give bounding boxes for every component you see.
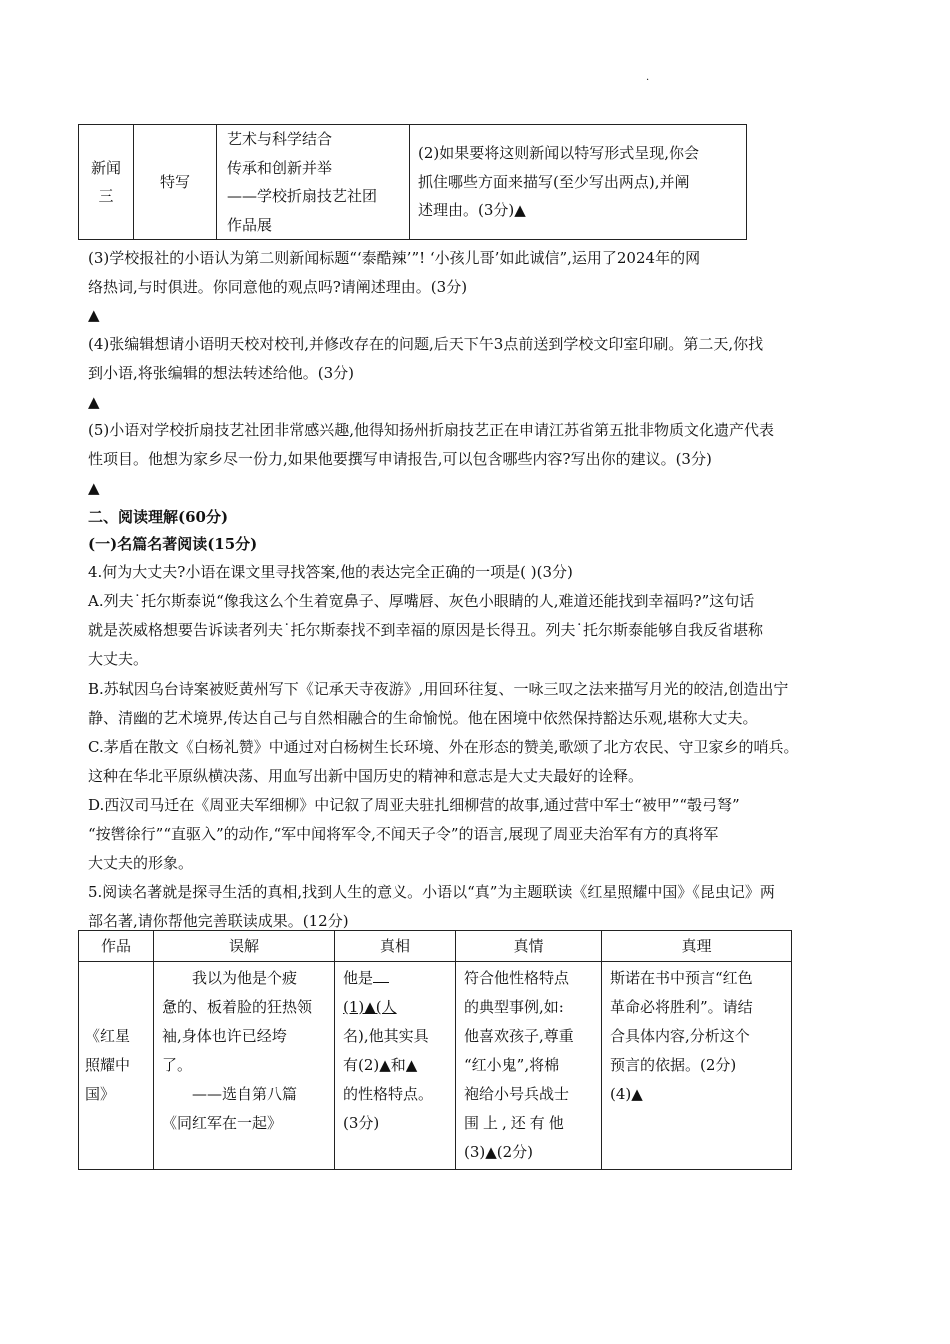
answer-area-5[interactable]: ▲ [88,479,100,497]
option-d-line: D.西汉司马迁在《周亚夫军细柳》中记叙了周亚夫驻扎细柳营的故事,通过营中军士“被甲”“彀弓弩” [88,796,740,814]
truth-line: 有(2)▲和▲ [343,1056,418,1074]
row-label-line: 新闻 [90,158,121,177]
option-a [88,587,864,674]
question-3-line: (3)学校报社的小语认为第二则新闻标题“‘泰酷辣’”! ‘小孩儿哥’如此诚信”,运用了2024年的网 [88,249,701,267]
misread-line: 我以为他是个疲 [192,969,298,987]
option-d-line: 大丈夫的形象。 [88,854,194,872]
truth-line: 的性格特点。 [343,1085,434,1103]
header-mark: . [646,72,650,83]
misread-line: 袖,身体也许已经垮 [162,1027,287,1045]
question-4-line: (4)张编辑想请小语明天校对校刊,并修改存在的问题,后天下午3点前送到学校文印室印刷。第二天,你找 [88,335,764,353]
work-line: 《红星 [85,1027,131,1045]
question-4-line: 到小语,将张编辑的想法转述给他。(3分) [88,364,355,382]
feeling-line: 袍给小号兵战士 [464,1085,570,1103]
option-b-line: B.苏轼因乌台诗案被贬黄州写下《记承天寺夜游》,用回环往复、一咏三叹之法来描写月光的皎洁,创造出宁 [88,680,789,698]
news-question-line: 述理由。(3分)▲ [418,201,526,220]
option-a-line: 就是茨威格想要告诉读者列夫˙托尔斯泰找不到幸福的原因是长得丑。列夫˙托尔斯泰能够自我反省堪称 [88,621,764,639]
answer-area-3[interactable]: ▲ [88,306,100,324]
news-question-line: 抓住哪些方面来描写(至少写出两点),并阐 [418,172,690,191]
feeling-line: 他喜欢孩子,尊重 [464,1027,574,1045]
feeling-line: “红小鬼”,将棉 [464,1056,560,1074]
news-title-line: 传承和创新并举 [227,158,333,177]
question-4 [88,330,864,388]
row-label-line: 三 [98,187,114,205]
reading-question-stem [88,878,864,936]
misread-cell [154,962,335,1170]
question-3-line: 络热词,与时俱进。你同意他的观点吗?请阐述理由。(3分) [88,278,468,296]
section-sub-heading: (一)名篇名著阅读(15分) [88,535,258,553]
news-question-cell [410,125,747,240]
news-title-line: 艺术与科学结合 [227,130,333,148]
work-line: 照耀中 [85,1056,131,1074]
truth-line: (3分) [343,1114,380,1132]
news-table [78,124,747,240]
news-title-line: 作品展 [227,215,273,234]
misread-line: 《同红军在一起》 [162,1114,283,1132]
header-misread: 误解 [154,931,335,962]
news-type-cell: 特写 [134,125,217,240]
misread-line: 了。 [162,1056,193,1074]
truth-line: 名),他其实具 [343,1027,429,1045]
row-label-cell [79,125,134,240]
header-truth: 真相 [335,931,456,962]
option-a-line: 大丈夫。 [88,650,149,668]
mc-question-stem: 4.何为大丈夫?小语在课文里寻找答案,他的表达完全正确的一项是( )(3分) [88,563,573,581]
feeling-line: 的典型事例,如: [464,998,564,1016]
truth-blank[interactable] [373,968,389,983]
reading-question-line: 部名著,请你帮他完善联读成果。(12分) [88,912,349,930]
truth-line: (1)▲(人 [343,998,397,1016]
question-5 [88,416,864,474]
reading-question-line: 5.阅读名著就是探寻生活的真相,找到人生的意义。小语以“真”为主题联读《红星照耀中国》《昆虫记》两 [88,883,775,901]
header-work: 作品 [79,931,154,962]
misread-line: ——选自第八篇 [192,1085,298,1103]
work-cell [79,962,154,1170]
reason-line: 斯诺在书中预言“红色 [610,969,753,987]
option-b-line: 静、清幽的艺术境界,传达自己与自然相融合的生命愉悦。他在困境中依然保持豁达乐观,堪称大丈夫。 [88,709,758,727]
option-d [88,791,864,878]
truth-line [343,964,447,993]
answer-area-4[interactable]: ▲ [88,393,100,411]
reason-line: 革命必将胜利”。请结 [610,998,753,1016]
reason-cell[interactable] [602,962,792,1170]
news-title-cell [217,125,410,240]
option-c [88,733,864,791]
question-5-line: (5)小语对学校折扇技艺社团非常感兴趣,他得知扬州折扇技艺正在申请江苏省第五批非物质文化遗产代表 [88,421,775,439]
news-question-line: (2)如果要将这则新闻以特写形式呈现,你会 [418,144,700,163]
section-heading: 二、阅读理解(60分) [88,508,229,526]
question-3 [88,244,864,302]
option-a-line: A.列夫˙托尔斯泰说“像我这么个生着宽鼻子、厚嘴唇、灰色小眼睛的人,难道还能找到幸福吗?”这句话 [88,592,755,610]
feeling-cell[interactable] [456,962,602,1170]
feeling-line: (3)▲(2分) [464,1143,534,1161]
header-feeling: 真情 [456,931,602,962]
reason-line: (4)▲ [610,1085,643,1103]
truth-cell[interactable] [335,962,456,1170]
news-title-line: ——学校折扇技艺社团 [227,187,378,205]
header-reason: 真理 [602,931,792,962]
option-c-line: 这种在华北平原纵横决荡、用血写出新中国历史的精神和意志是大丈夫最好的诠释。 [88,767,644,785]
work-line: 国》 [85,1085,116,1103]
feeling-line: 围上,还有他 [464,1114,568,1132]
question-5-line: 性项目。他想为家乡尽一份力,如果他要撰写申请报告,可以包含哪些内容?写出你的建议。(3分) [88,450,712,468]
option-c-line: C.茅盾在散文《白杨礼赞》中通过对白杨树生长环境、外在形态的赞美,歌颂了北方农民、守卫家乡的哨兵。 [88,738,799,756]
reason-line: 预言的依据。(2分) [610,1056,737,1074]
option-b [88,675,864,733]
option-d-line: “按辔徐行”“直驱入”的动作,“军中闻将军令,不闻天子令”的语言,展现了周亚夫治军有方的真将军 [88,825,719,843]
reason-line: 合具体内容,分析这个 [610,1027,750,1045]
reading-table [78,930,792,1170]
truth-line-text: 他是 [343,969,374,987]
misread-line: 惫的、板着脸的狂热领 [162,998,313,1016]
feeling-line: 符合他性格特点 [464,969,570,987]
